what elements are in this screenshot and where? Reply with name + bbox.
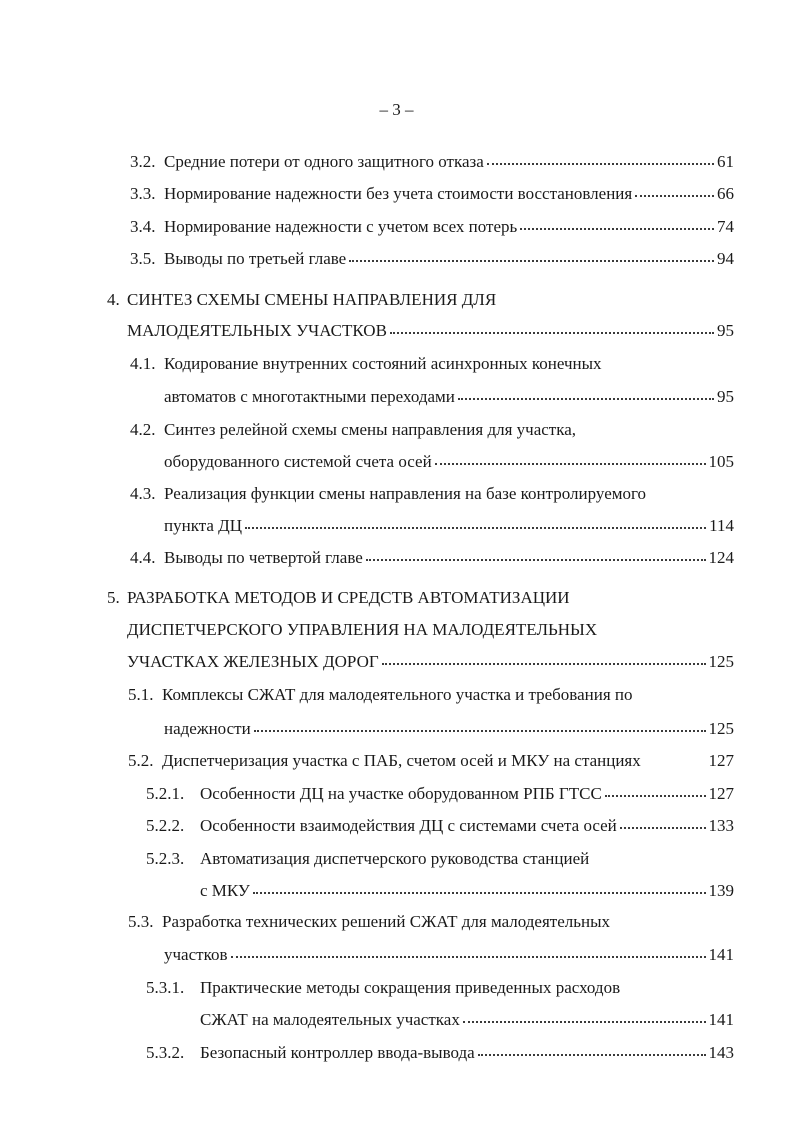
entry-page: 143 xyxy=(708,1043,734,1062)
toc-entry-4-1 xyxy=(130,354,734,414)
entry-page: 141 xyxy=(708,1010,734,1029)
toc-entry-5-3-1 xyxy=(146,978,734,1038)
dot-leader xyxy=(253,888,706,894)
entry-number: 4.1. xyxy=(130,354,156,373)
entry-title-line-2: СЖАТ на малодеятельных участках xyxy=(200,1010,460,1029)
entry-page: 133 xyxy=(708,816,734,835)
dot-leader xyxy=(349,256,714,262)
toc-entry-5-2-2 xyxy=(146,816,734,836)
entry-page: 114 xyxy=(709,516,734,535)
entry-title-line-2: ДИСПЕТЧЕРСКОГО УПРАВЛЕНИЯ НА МАЛОДЕЯТЕЛЬНЫХ xyxy=(127,620,598,639)
entry-number: 5.2.3. xyxy=(146,849,185,868)
dot-leader xyxy=(520,224,714,230)
entry-title-line-1: РАЗРАБОТКА МЕТОДОВ И СРЕДСТВ АВТОМАТИЗАЦИИ xyxy=(127,588,570,607)
entry-title-line-3: УЧАСТКАХ ЖЕЛЕЗНЫХ ДОРОГ xyxy=(127,652,379,671)
entry-number: 5.1. xyxy=(128,685,154,704)
toc-entry-4-4 xyxy=(130,548,734,568)
toc-entry-5-1 xyxy=(128,685,734,745)
dot-leader xyxy=(435,459,706,465)
toc-entry-chapter-4 xyxy=(107,290,734,350)
dot-leader xyxy=(487,159,714,165)
toc-entry-chapter-5 xyxy=(107,588,734,680)
dot-leader xyxy=(382,659,706,665)
entry-number: 5.3.1. xyxy=(146,978,185,997)
toc-entry-5-3 xyxy=(128,912,734,972)
entry-page: 127 xyxy=(708,751,734,770)
entry-title-line-1: Автоматизация диспетчерского руководства станцией xyxy=(200,849,590,868)
entry-title: Особенности ДЦ на участке оборудованном РПБ ГТСС xyxy=(200,784,602,803)
toc-entry-4-2 xyxy=(130,420,734,480)
dot-leader xyxy=(458,394,714,400)
entry-title-line-2: надежности xyxy=(164,719,251,738)
dot-leader xyxy=(620,823,706,829)
toc-entry-5-2-3 xyxy=(146,849,734,909)
entry-page: 141 xyxy=(708,945,734,964)
entry-title-line-1: Разработка технических решений СЖАТ для малодеятельных xyxy=(162,912,611,931)
entry-title-line-1: Синтез релейной схемы смены направления для участка, xyxy=(164,420,577,439)
toc-entry-5-3-2 xyxy=(146,1043,734,1063)
entry-title-line-1: Практические методы сокращения приведенных расходов xyxy=(200,978,621,997)
entry-page: 127 xyxy=(708,784,734,803)
entry-title: Нормирование надежности без учета стоимости восстановления xyxy=(164,184,633,203)
entry-number: 4.3. xyxy=(130,484,156,503)
entry-number: 3.4. xyxy=(130,217,156,236)
entry-title: Выводы по третьей главе xyxy=(164,249,347,268)
entry-number: 4. xyxy=(107,290,120,309)
page-number: – 3 – xyxy=(379,100,414,119)
dot-leader xyxy=(635,191,714,197)
entry-number: 5.3. xyxy=(128,912,154,931)
entry-title-line-2: с МКУ xyxy=(200,881,250,900)
entry-title: Особенности взаимодействия ДЦ с системами счета осей xyxy=(200,816,617,835)
entry-number: 5.2.1. xyxy=(146,784,185,803)
entry-page: 95 xyxy=(717,321,734,340)
entry-title-line-1: СИНТЕЗ СХЕМЫ СМЕНЫ НАПРАВЛЕНИЯ ДЛЯ xyxy=(127,290,497,309)
entry-title: Нормирование надежности с учетом всех потерь xyxy=(164,217,518,236)
dot-leader xyxy=(605,791,706,797)
entry-page: 61 xyxy=(717,152,734,171)
entry-number: 4.4. xyxy=(130,548,156,567)
entry-number: 5. xyxy=(107,588,120,607)
entry-title-line-1: Комплексы СЖАТ для малодеятельного участка и требования по xyxy=(162,685,633,704)
dot-leader xyxy=(366,555,706,561)
toc-entry-3-2 xyxy=(130,152,734,172)
entry-title-line-1: Реализация функции смены направления на базе контролируемого xyxy=(164,484,647,503)
entry-number: 5.2. xyxy=(128,751,154,770)
entry-page: 95 xyxy=(717,387,734,406)
dot-leader xyxy=(644,758,706,764)
toc-entry-3-5 xyxy=(130,249,734,269)
entry-number: 3.5. xyxy=(130,249,156,268)
entry-page: 125 xyxy=(708,652,734,671)
entry-title-line-2: оборудованного системой счета осей xyxy=(164,452,432,471)
entry-title: Безопасный контроллер ввода-вывода xyxy=(200,1043,475,1062)
entry-page: 66 xyxy=(717,184,734,203)
dot-leader xyxy=(231,952,706,958)
toc-entry-4-3 xyxy=(130,484,734,544)
entry-page: 139 xyxy=(708,881,734,900)
entry-number: 3.3. xyxy=(130,184,156,203)
entry-page: 125 xyxy=(708,719,734,738)
entry-number: 4.2. xyxy=(130,420,156,439)
dot-leader xyxy=(463,1017,706,1023)
dot-leader xyxy=(245,523,706,529)
dot-leader xyxy=(254,726,706,732)
dot-leader xyxy=(478,1050,706,1056)
entry-number: 5.3.2. xyxy=(146,1043,185,1062)
dot-leader xyxy=(390,328,714,334)
toc-entry-3-4 xyxy=(130,217,734,237)
entry-title-line-2: пункта ДЦ xyxy=(164,516,243,535)
entry-number: 5.2.2. xyxy=(146,816,185,835)
entry-page: 94 xyxy=(717,249,734,268)
entry-title-line-2: автоматов с многотактными переходами xyxy=(164,387,455,406)
entry-page: 105 xyxy=(708,452,734,471)
toc-entry-5-2 xyxy=(128,751,734,771)
toc-entry-5-2-1 xyxy=(146,784,734,804)
entry-page: 74 xyxy=(717,217,734,236)
entry-title: Диспетчеризация участка с ПАБ, счетом осей и МКУ на станциях xyxy=(162,751,641,770)
entry-title: Средние потери от одного защитного отказа xyxy=(164,152,484,171)
entry-title-line-2: участков xyxy=(164,945,228,964)
entry-title: Выводы по четвертой главе xyxy=(164,548,363,567)
entry-title-line-1: Кодирование внутренних состояний асинхронных конечных xyxy=(164,354,602,373)
entry-page: 124 xyxy=(708,548,734,567)
entry-title-line-2: МАЛОДЕЯТЕЛЬНЫХ УЧАСТКОВ xyxy=(127,321,387,340)
toc-entry-3-3 xyxy=(130,184,734,204)
entry-number: 3.2. xyxy=(130,152,156,171)
